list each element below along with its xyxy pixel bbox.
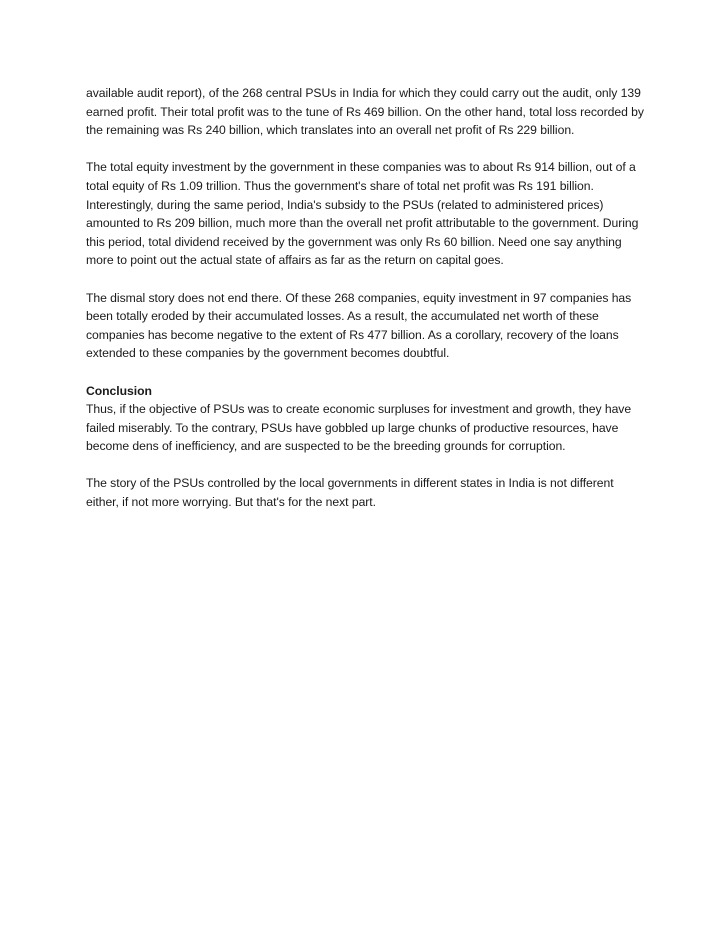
text-line: extended to these companies by the government becomes doubtful.: [86, 346, 450, 361]
paragraph-equity-investment: [86, 158, 656, 270]
text-line: available audit report), of the 268 central PSUs in India for which they could carry out the audit, only 139: [86, 86, 641, 100]
text-line: The total equity investment by the government in these companies was to about Rs 914 billion, out of a: [86, 160, 636, 175]
text-line: amounted to Rs 209 billion, much more than the overall net profit attributable to the government. During: [86, 216, 639, 231]
paragraph-local-governments: [86, 474, 656, 511]
paragraph-dismal-story: [86, 289, 656, 363]
text-line: total equity of Rs 1.09 trillion. Thus the government's share of total net profit was Rs 191 billion.: [86, 178, 594, 193]
text-line: The dismal story does not end there. Of these 268 companies, equity investment in 97 companies has: [86, 290, 632, 305]
document-body: [86, 84, 656, 530]
paragraph-audit-results: [86, 84, 656, 140]
text-line: become dens of inefficiency, and are suspected to be the breeding grounds for corruption.: [86, 439, 566, 454]
text-line: the remaining was Rs 240 billion, which translates into an overall net profit of Rs 229 billion.: [86, 123, 575, 138]
text-line: The story of the PSUs controlled by the local governments in different states in India is not different: [86, 476, 614, 491]
text-line: earned profit. Their total profit was to the tune of Rs 469 billion. On the other hand, total loss recorded by: [86, 104, 644, 119]
text-line: companies has become negative to the extent of Rs 477 billion. As a corollary, recovery of the loans: [86, 327, 619, 342]
text-line: failed miserably. To the contrary, PSUs have gobbled up large chunks of productive resources, have: [86, 420, 619, 435]
text-line: been totally eroded by their accumulated losses. As a result, the accumulated net worth of these: [86, 309, 599, 324]
text-line: this period, total dividend received by the government was only Rs 60 billion. Need one say anything: [86, 234, 622, 249]
section-heading-conclusion: Conclusion: [86, 383, 152, 398]
text-line: either, if not more worrying. But that's for the next part.: [86, 495, 376, 510]
text-line: more to point out the actual state of affairs as far as the return on capital goes.: [86, 253, 504, 268]
text-line: Thus, if the objective of PSUs was to create economic surpluses for investment and growth, they have: [86, 402, 632, 417]
text-line: Interestingly, during the same period, India's subsidy to the PSUs (related to administered prices): [86, 197, 604, 212]
paragraph-conclusion: [86, 382, 656, 456]
